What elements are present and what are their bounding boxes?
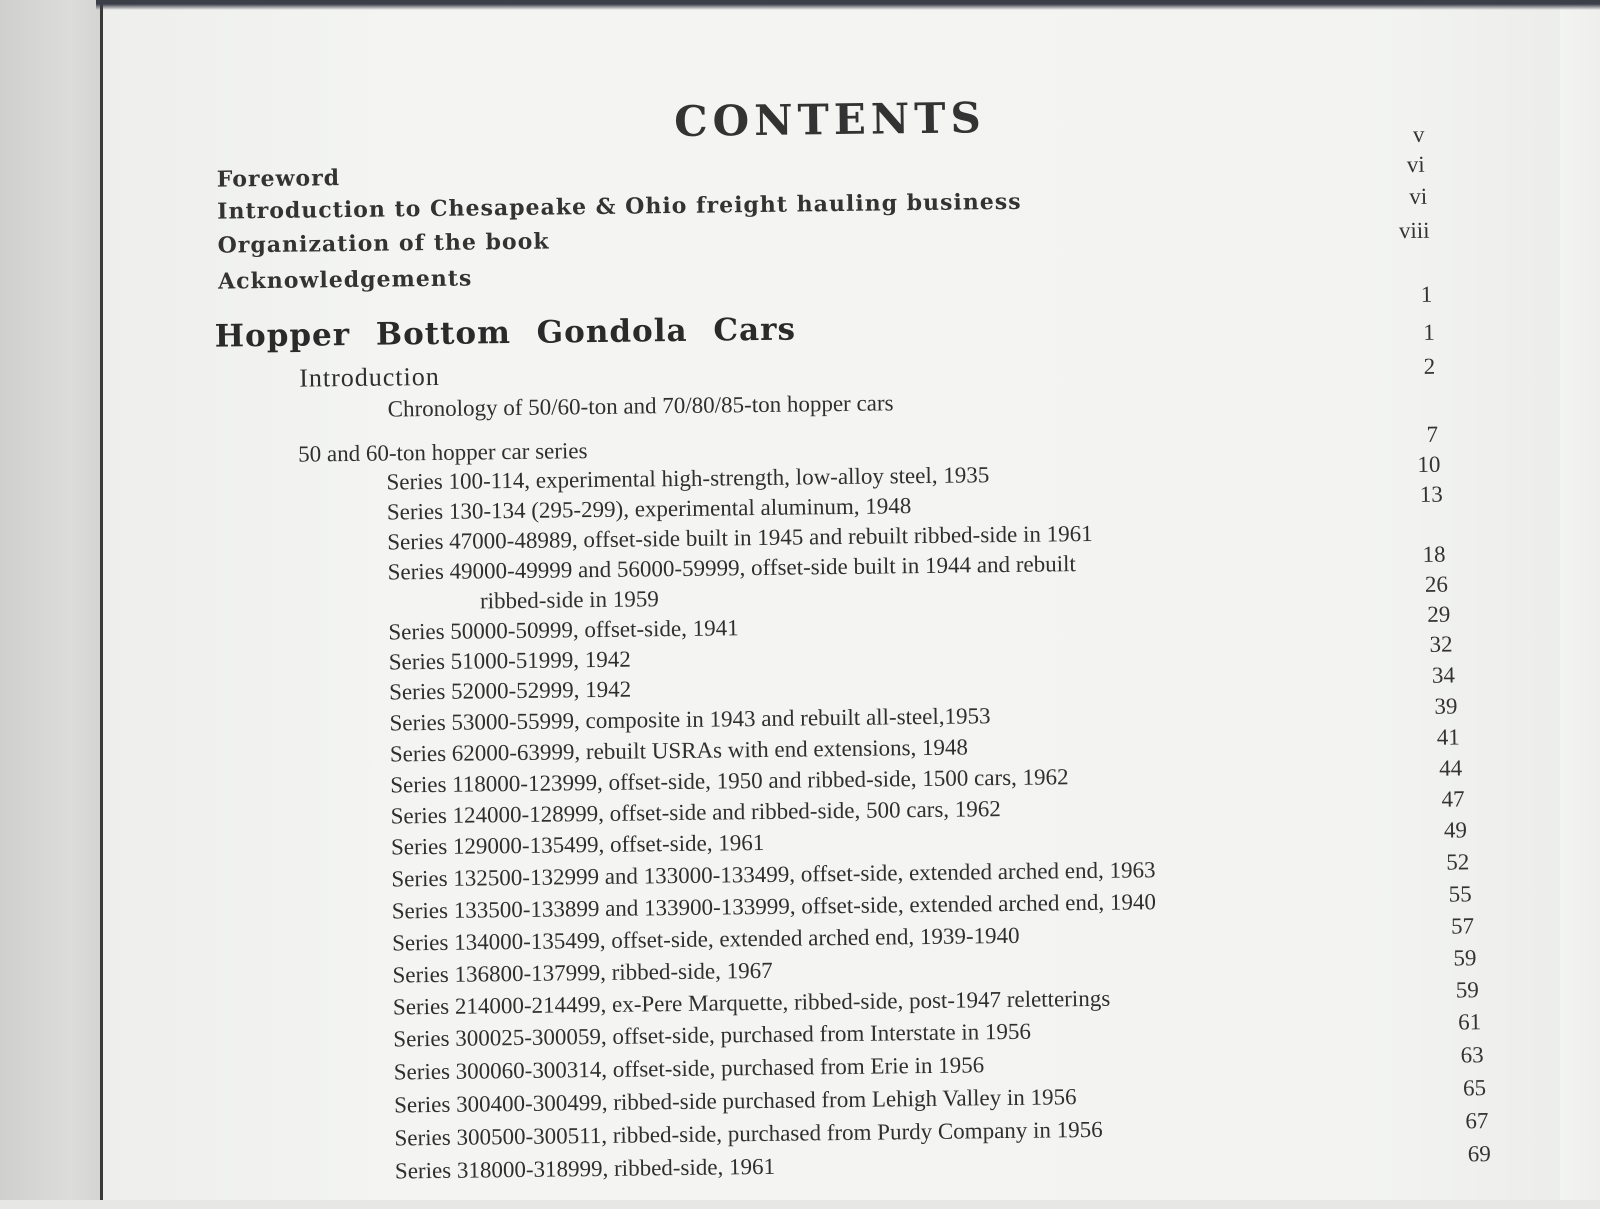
toc-section-hopper-bottom-gondola-cars: Hopper Bottom Gondola Cars	[214, 311, 797, 355]
page-number: 34	[1431, 662, 1456, 688]
page-number: 41	[1436, 724, 1460, 750]
toc-entry: Series 300500-300511, ribbed-side, purchased from Purdy Company in 1956	[394, 1116, 1103, 1151]
toc-entry: Series 300025-300059, offset-side, purchased from Interstate in 1956	[393, 1018, 1032, 1052]
page-number: 52	[1446, 849, 1470, 875]
page-number: 49	[1443, 817, 1468, 843]
page-number: 63	[1460, 1042, 1484, 1068]
toc-entry: Series 136800-137999, ribbed-side, 1967	[392, 957, 773, 988]
page-number: vi	[1409, 183, 1428, 210]
toc-entry: Series 47000-48989, offset-side built in 1945 and rebuilt ribbed-side in 1961	[387, 520, 1093, 555]
page-number: 1	[1420, 281, 1433, 307]
toc-entry-foreword: Foreword	[216, 165, 341, 193]
toc-entry: Series 132500-132999 and 133000-133499, offset-side, extended arched end, 1963	[391, 857, 1156, 892]
toc-entry: Series 214000-214499, ex-Pere Marquette, ribbed-side, post-1947 reletterings	[392, 985, 1111, 1020]
toc-entry: Series 62000-63999, rebuilt USRAs with end extensions, 1948	[389, 734, 969, 767]
page-number: 26	[1424, 571, 1449, 597]
page-number: 13	[1419, 481, 1443, 507]
toc-entry: Series 52000-52999, 1942	[388, 676, 632, 705]
page-number: 39	[1434, 693, 1458, 719]
toc-entry: Series 100-114, experimental high-strength, low-alloy steel, 1935	[386, 462, 990, 495]
toc-entry: Series 318000-318999, ribbed-side, 1961	[394, 1153, 776, 1184]
toc-entry: Series 300060-300314, offset-side, purchased from Erie in 1956	[393, 1052, 985, 1085]
page-number: 18	[1422, 541, 1446, 567]
toc-entry: Series 51000-51999, 1942	[388, 646, 631, 675]
toc-entry: Series 129000-135499, offset-side, 1961	[390, 829, 765, 860]
contents-heading: CONTENTS	[673, 93, 987, 147]
toc-entry: Series 50000-50999, offset-side, 1941	[388, 615, 739, 645]
page-number: 1	[1423, 319, 1435, 345]
toc-entry: ribbed-side in 1959	[479, 586, 659, 614]
toc-entry: Series 49000-49999 and 56000-59999, offset-side built in 1944 and rebuilt	[387, 551, 1076, 585]
toc-entry: Series 130-134 (295-299), experimental aluminum, 1948	[386, 493, 912, 525]
toc-entry-acknowledgements: Acknowledgements	[217, 265, 473, 295]
page-number: 32	[1429, 631, 1453, 657]
page-number: 44	[1438, 755, 1463, 781]
toc-entry: Introduction	[299, 361, 440, 393]
toc-entry: Series 133500-133899 and 133900-133999, offset-side, extended arched end, 1940	[391, 889, 1157, 924]
page-number: 10	[1417, 451, 1441, 477]
toc-entry: Chronology of 50/60-ton and 70/80/85-ton hopper cars	[387, 390, 894, 422]
toc-entry-introduction-business: Introduction to Chesapeake & Ohio freight hauling business	[217, 188, 1022, 225]
toc-entry: Series 134000-135499, offset-side, extended arched end, 1939-1940	[392, 922, 1020, 956]
page-number: 57	[1450, 913, 1475, 939]
toc-entry: Series 124000-128999, offset-side and ribbed-side, 500 cars, 1962	[390, 796, 1001, 829]
page-number: 59	[1455, 977, 1479, 1003]
page-number: vi	[1406, 151, 1425, 178]
toc-entry: 50 and 60-ton hopper car series	[298, 438, 588, 467]
page-number: 29	[1427, 601, 1451, 627]
toc-entry: Series 53000-55999, composite in 1943 and rebuilt all-steel,1953	[389, 703, 991, 736]
page-number: 59	[1453, 945, 1477, 971]
page-number: viii	[1398, 217, 1430, 244]
page-number: 65	[1462, 1075, 1487, 1101]
page-number: 67	[1465, 1108, 1489, 1134]
page-number: v	[1412, 121, 1425, 147]
toc-entry: Series 118000-123999, offset-side, 1950 and ribbed-side, 1500 cars, 1962	[390, 764, 1069, 798]
page-number: 47	[1441, 786, 1465, 812]
page-number: 69	[1467, 1141, 1491, 1167]
page-number: 7	[1426, 421, 1439, 447]
toc-entry: Series 300400-300499, ribbed-side purchased from Lehigh Valley in 1956	[393, 1084, 1077, 1118]
page-number: 2	[1423, 353, 1436, 379]
page-number: 55	[1448, 881, 1472, 907]
toc-entry-organization: Organization of the book	[217, 228, 550, 259]
page-number: 61	[1458, 1009, 1482, 1035]
